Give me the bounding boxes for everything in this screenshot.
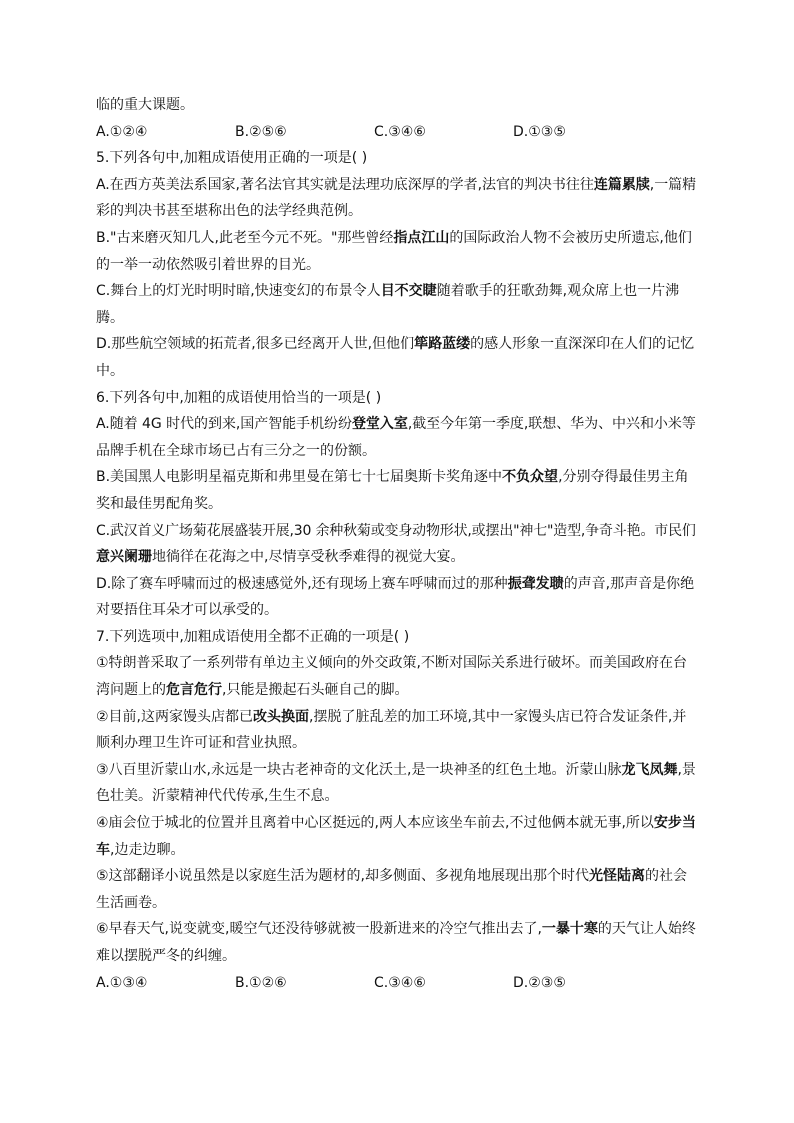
bold-idiom: 意兴阑珊 — [96, 549, 152, 566]
text: 的社会 — [645, 868, 687, 885]
text: D.那些航空领域的拓荒者,很多已经离开人世,但他们 — [96, 336, 415, 353]
q7-options — [96, 970, 696, 997]
q5-c-line1 — [96, 278, 696, 305]
q6-a-line2: 品牌手机在全球市场已占有三分之一的份额。 — [96, 442, 376, 459]
q6-c-line1: C.武汉首义广场菊花展盛装开展,30 余种秋菊或变身动物形状,或摆出"神七"造型,争奇斗艳。市民们 — [96, 522, 696, 539]
bold-idiom: 目不交睫 — [380, 283, 437, 300]
q7-item5-line1 — [96, 863, 696, 890]
text: ,截至今年第一季度,联想、华为、中兴和小米等 — [407, 416, 696, 433]
page-content — [96, 92, 696, 996]
q6-d-line2: 对要捂住耳朵才可以承受的。 — [96, 602, 278, 619]
q4-option-c: C.③④⑥ — [374, 123, 426, 140]
text: 的感人形象一直深深印在人们的记忆 — [470, 336, 695, 353]
q5-a-line2: 彩的判决书甚至堪称出色的法学经典范例。 — [96, 203, 362, 220]
text: D.除了赛车呼啸而过的极速感觉外,还有现场上赛车呼啸而过的那种 — [96, 575, 508, 592]
q7-item1-line1: ①特朗普采取了一系列带有单边主义倾向的外交政策,不断对国际关系进行破坏。而美国政府在台 — [96, 655, 687, 672]
text: A.随着 4G 时代的到来,国产智能手机纷纷 — [96, 416, 352, 433]
text: ⑥早春天气,说变就变,暖空气还没待够就被一股新进来的冷空气推出去了, — [96, 921, 542, 938]
q6-b-line1 — [96, 464, 696, 491]
q7-item5-line2: 生活画卷。 — [96, 894, 166, 911]
q6-d-line1 — [96, 571, 696, 598]
bold-idiom: 振聋发聩 — [507, 575, 564, 592]
q5-a-line1 — [96, 172, 696, 199]
q7-item2-line2: 顺利办理卫生许可证和营业执照。 — [96, 735, 306, 752]
q6-stem: 6.下列各句中,加粗的成语使用恰当的一项是( ) — [96, 389, 382, 406]
q6-a-line1 — [96, 411, 696, 438]
text: ,一篇精 — [649, 176, 697, 193]
q7-option-a: A.①③④ — [96, 974, 148, 991]
text: 的声音,那声音是你绝 — [563, 575, 695, 592]
text: ,景 — [677, 761, 696, 778]
bold-idiom: 危言危行 — [166, 682, 222, 699]
bold-idiom: 光怪陆离 — [589, 868, 645, 885]
bold-idiom: 改头换面 — [253, 708, 310, 725]
bold-idiom: 连篇累牍 — [593, 176, 650, 193]
q6-c-line2 — [96, 544, 696, 571]
q5-b-line2: 的一举一动依然吸引着世界的目光。 — [96, 256, 320, 273]
text: ,边走边聊。 — [110, 841, 185, 858]
q4-option-d: D.①③⑤ — [513, 123, 566, 140]
bold-idiom: 一暴十寒 — [541, 921, 598, 938]
q4-options — [96, 119, 696, 146]
text: ,只能是搬起石头砸自己的脚。 — [222, 682, 409, 699]
q7-item2-line1 — [96, 704, 696, 731]
q5-b-line1 — [96, 225, 696, 252]
q7-item6-line1 — [96, 916, 696, 943]
q5-d-line2: 中。 — [96, 362, 124, 379]
bold-idiom: 龙飞凤舞 — [621, 761, 678, 778]
q7-option-d: D.②③⑤ — [513, 974, 566, 991]
text: 随着歌手的狂歌劲舞,观众席上也一片沸 — [436, 283, 680, 300]
text: A.在西方英美法系国家,著名法官其实就是法理功底深厚的学者,法官的判决书往往 — [96, 176, 594, 193]
q7-option-c: C.③④⑥ — [374, 974, 426, 991]
q7-item4-line1 — [96, 810, 696, 837]
q7-item3-line1 — [96, 757, 696, 784]
bold-idiom: 安步当 — [653, 815, 696, 832]
text: 地徜徉在花海之中,尽情享受秋季难得的视觉大宴。 — [152, 549, 465, 566]
q5-stem: 5.下列各句中,加粗成语使用正确的一项是( ) — [96, 150, 368, 167]
text: 湾问题上的 — [96, 682, 166, 699]
bold-idiom: 不负众望 — [502, 469, 559, 486]
text: ④庙会位于城北的位置并且离着中心区挺远的,两人本应该坐车前去,不过他俩本就无事,所以 — [96, 815, 654, 832]
bold-idiom: 指点江山 — [393, 229, 450, 246]
text: 的天气让人始终 — [597, 921, 696, 938]
text: B."古来磨灭知几人,此老至今元不死。"那些曾经 — [96, 229, 394, 246]
q7-item4-line2 — [96, 837, 696, 864]
bold-idiom: 车 — [96, 841, 110, 858]
text: ②目前,这两家馒头店都已 — [96, 708, 254, 725]
text: 的国际政治人物不会被历史所遗忘,他们 — [449, 229, 692, 246]
text: ,分别夺得最佳男主角 — [558, 469, 689, 486]
intro-tail: 临的重大课题。 — [96, 97, 194, 113]
text: ,摆脱了脏乱差的加工环境,其中一家馒头店已符合发证条件,并 — [309, 708, 687, 725]
q7-item6-line2: 难以摆脱严冬的纠缠。 — [96, 948, 236, 964]
text: C.舞台上的灯光时明时暗,快速变幻的布景令人 — [96, 283, 381, 300]
q7-option-b: B.①②⑥ — [235, 974, 287, 991]
bold-idiom: 筚路蓝缕 — [414, 336, 471, 353]
q5-d-line1 — [96, 331, 696, 358]
q4-option-a: A.①②④ — [96, 123, 148, 140]
q7-item3-line2: 色壮美。沂蒙精神代代传承,生生不息。 — [96, 788, 339, 805]
q7-stem: 7.下列选项中,加粗成语使用全都不正确的一项是( ) — [96, 628, 410, 645]
text: ⑤这部翻译小说虽然是以家庭生活为题材的,却多侧面、多视角地展现出那个时代 — [96, 868, 589, 885]
q4-option-b: B.②⑤⑥ — [235, 123, 287, 140]
q7-item1-line2 — [96, 677, 696, 704]
bold-idiom: 登堂入室 — [351, 416, 408, 433]
text: B.美国黑人电影明星福克斯和弗里曼在第七十七届奥斯卡奖角逐中 — [96, 469, 503, 486]
q5-c-line2: 腾。 — [96, 309, 124, 326]
q6-b-line2: 奖和最佳男配角奖。 — [96, 495, 222, 512]
text: ③八百里沂蒙山水,永远是一块古老神奇的文化沃土,是一块神圣的红色土地。沂蒙山脉 — [96, 761, 622, 778]
